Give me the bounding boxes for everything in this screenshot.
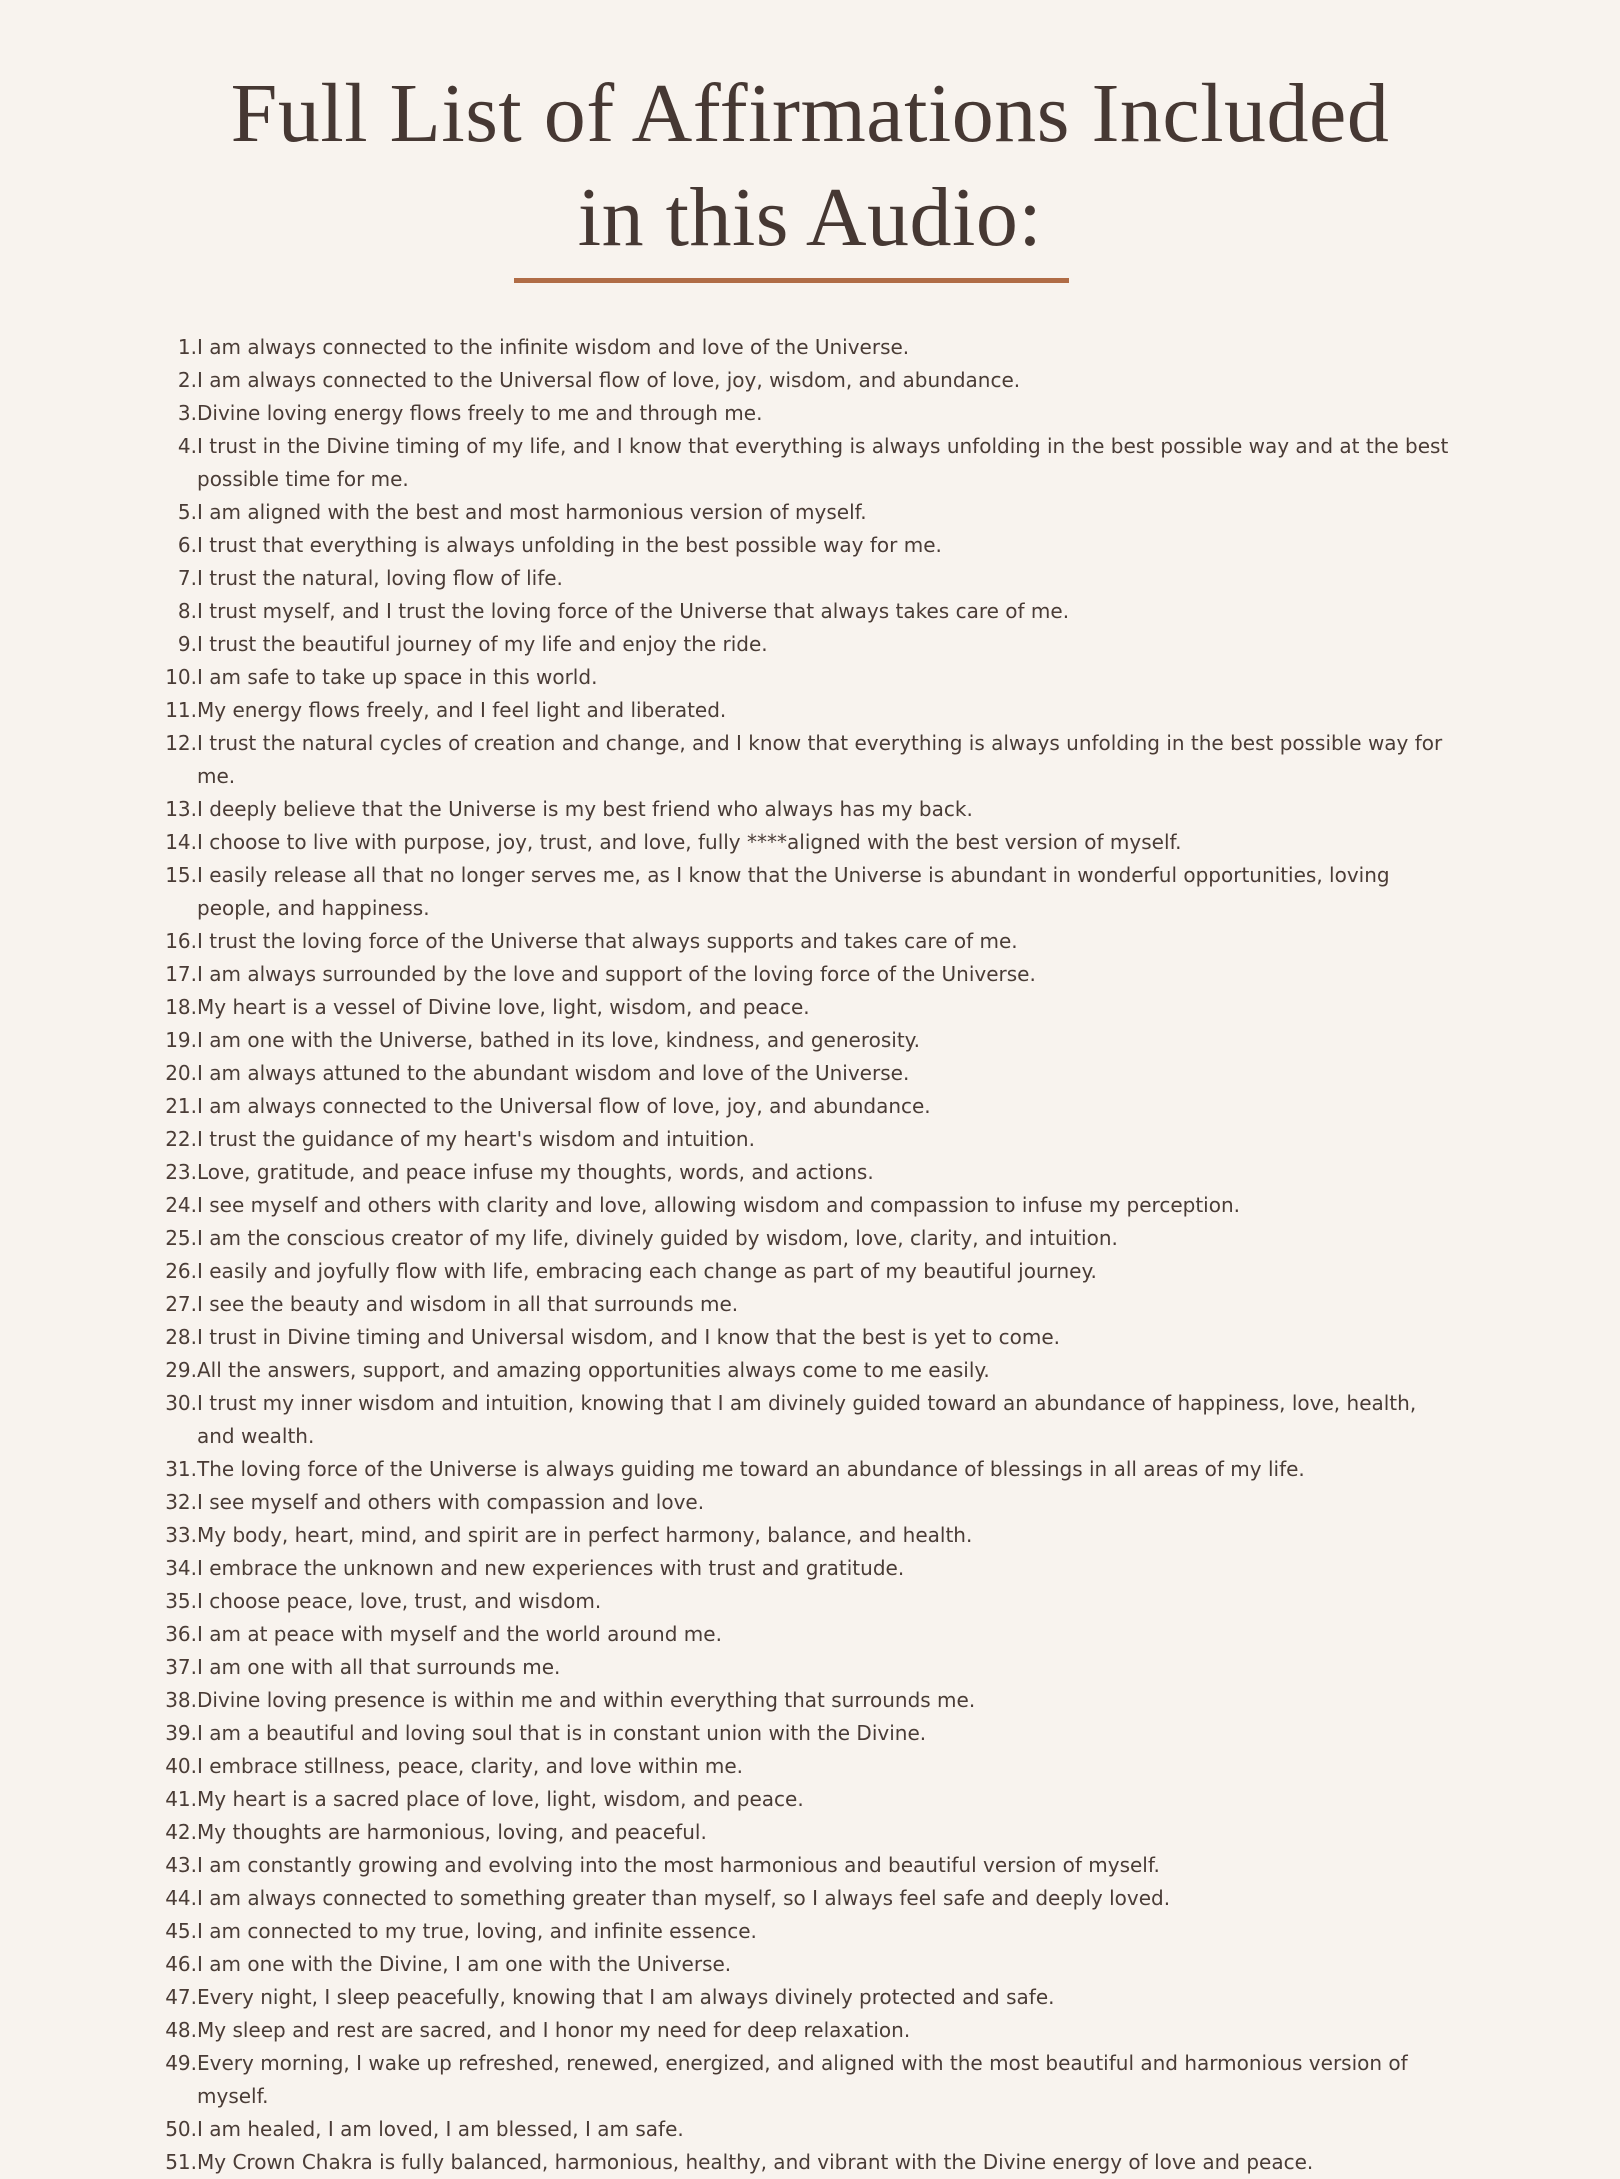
affirmation-number: 33. [165,1523,197,1547]
affirmation-number: 8. [177,599,197,623]
affirmation-item [150,1750,1460,1783]
affirmation-number: 47. [165,1985,197,2009]
affirmation-text: I embrace the unknown and new experiences with trust and gratitude. [197,1556,905,1580]
affirmation-text: My body, heart, mind, and spirit are in perfect harmony, balance, and health. [197,1523,973,1547]
affirmation-item [150,364,1460,397]
affirmation-number: 46. [165,1952,197,1976]
affirmation-number: 27. [165,1292,197,1316]
affirmation-number: 15. [165,863,197,887]
affirmation-text: I am one with all that surrounds me. [197,1655,561,1679]
affirmation-number: 35. [165,1589,197,1613]
affirmation-text: I trust in the Divine timing of my life, and I know that everything is always unfolding in the best possible way and at the best possible time for me. [197,434,1449,491]
affirmation-item [150,694,1460,727]
affirmation-number: 22. [165,1127,197,1151]
affirmation-text: I am constantly growing and evolving into the most harmonious and beautiful version of myself. [197,1853,1160,1877]
affirmation-item [150,826,1460,859]
affirmation-item [150,496,1460,529]
affirmation-text: I am always connected to the Universal flow of love, joy, wisdom, and abundance. [197,368,1021,392]
affirmation-number: 20. [165,1061,197,1085]
affirmation-number: 31. [165,1457,197,1481]
affirmation-number: 49. [165,2051,197,2075]
affirmation-item [150,1255,1460,1288]
affirmation-number: 41. [165,1787,197,1811]
affirmation-text: I am always connected to the infinite wisdom and love of the Universe. [197,335,910,359]
affirmation-item [150,793,1460,826]
affirmation-number: 36. [165,1622,197,1646]
affirmation-item [150,1453,1460,1486]
affirmation-item [150,661,1460,694]
affirmation-text: Divine loving energy flows freely to me and through me. [197,401,763,425]
affirmation-text: I trust the loving force of the Universe that always supports and takes care of me. [197,929,1018,953]
affirmation-number: 40. [165,1754,197,1778]
affirmation-item [150,1981,1460,2014]
affirmation-text: I am one with the Divine, I am one with the Universe. [197,1952,732,1976]
affirmation-text: I choose to live with purpose, joy, trust, and love, fully ****aligned with the best version of myself. [197,830,1182,854]
affirmation-text: All the answers, support, and amazing opportunities always come to me easily. [197,1358,990,1382]
affirmation-text: I trust my inner wisdom and intuition, knowing that I am divinely guided toward an abundance of happiness, love, health, and wealth. [197,1391,1417,1448]
affirmation-number: 9. [177,632,197,656]
affirmation-text: Every morning, I wake up refreshed, renewed, energized, and aligned with the most beautiful and harmonious version of myself. [197,2051,1408,2108]
page-title-line-2: in this Audio: [577,171,1043,264]
affirmation-number: 1. [177,335,197,359]
affirmation-item [150,2146,1460,2179]
affirmation-number: 18. [165,995,197,1019]
affirmation-text: I easily release all that no longer serves me, as I know that the Universe is abundant in wonderful opportunities, loving people, and happiness. [197,863,1390,920]
affirmation-item [150,1849,1460,1882]
affirmation-number: 23. [165,1160,197,1184]
affirmation-text: My thoughts are harmonious, loving, and peaceful. [197,1820,707,1844]
affirmation-item [150,1618,1460,1651]
affirmation-text: I trust the natural, loving flow of life. [197,566,563,590]
affirmation-number: 50. [165,2117,197,2141]
affirmation-number: 16. [165,929,197,953]
affirmation-text: I am always connected to something greater than myself, so I always feel safe and deeply loved. [197,1886,1171,1910]
affirmation-item [150,925,1460,958]
affirmation-item [150,1090,1460,1123]
affirmation-number: 12. [165,731,197,755]
affirmation-item [150,1387,1460,1453]
affirmation-number: 5. [177,500,197,524]
affirmation-item [150,430,1460,496]
affirmation-number: 24. [165,1193,197,1217]
affirmation-item [150,1552,1460,1585]
affirmation-text: I trust the natural cycles of creation and change, and I know that everything is always unfolding in the best possible way for me. [197,731,1443,788]
affirmation-text: I am always connected to the Universal flow of love, joy, and abundance. [197,1094,931,1118]
affirmation-item [150,1354,1460,1387]
affirmation-text: I am one with the Universe, bathed in its love, kindness, and generosity. [197,1028,920,1052]
affirmation-item [150,595,1460,628]
affirmation-list [150,331,1460,2179]
affirmation-item [150,1321,1460,1354]
affirmation-item [150,628,1460,661]
affirmation-number: 6. [177,533,197,557]
affirmation-text: My energy flows freely, and I feel light and liberated. [197,698,727,722]
affirmation-number: 30. [165,1391,197,1415]
affirmation-item [150,859,1460,925]
affirmation-number: 39. [165,1721,197,1745]
affirmation-text: I see the beauty and wisdom in all that surrounds me. [197,1292,739,1316]
affirmation-item [150,1651,1460,1684]
affirmation-text: I trust the beautiful journey of my life and enjoy the ride. [197,632,768,656]
affirmation-item [150,1948,1460,1981]
affirmation-item [150,1156,1460,1189]
affirmation-text: My heart is a sacred place of love, light, wisdom, and peace. [197,1787,804,1811]
affirmation-item [150,1123,1460,1156]
affirmation-text: I am safe to take up space in this world. [197,665,598,689]
affirmation-text: My heart is a vessel of Divine love, light, wisdom, and peace. [197,995,810,1019]
affirmation-number: 13. [165,797,197,821]
affirmation-item [150,1684,1460,1717]
affirmation-number: 45. [165,1919,197,1943]
affirmation-text: My Crown Chakra is fully balanced, harmonious, healthy, and vibrant with the Divine energy of love and peace. [197,2150,1314,2174]
affirmation-number: 2. [177,368,197,392]
affirmation-text: I trust the guidance of my heart's wisdom and intuition. [197,1127,755,1151]
affirmation-number: 43. [165,1853,197,1877]
affirmation-text: Love, gratitude, and peace infuse my thoughts, words, and actions. [197,1160,874,1184]
affirmation-text: I am healed, I am loved, I am blessed, I am safe. [197,2117,684,2141]
affirmation-text: I easily and joyfully flow with life, embracing each change as part of my beautiful journey. [197,1259,1097,1283]
affirmation-number: 11. [165,698,197,722]
title-underline [514,278,1069,283]
affirmation-number: 14. [165,830,197,854]
affirmation-item [150,1024,1460,1057]
affirmation-text: I am always attuned to the abundant wisdom and love of the Universe. [197,1061,910,1085]
affirmation-text: I am aligned with the best and most harmonious version of myself. [197,500,867,524]
affirmation-number: 34. [165,1556,197,1580]
affirmation-number: 38. [165,1688,197,1712]
affirmation-number: 26. [165,1259,197,1283]
affirmation-item [150,1915,1460,1948]
affirmation-item [150,529,1460,562]
affirmation-item [150,397,1460,430]
affirmation-item [150,2047,1460,2113]
affirmation-text: I am connected to my true, loving, and infinite essence. [197,1919,757,1943]
affirmation-item [150,562,1460,595]
affirmation-item [150,1057,1460,1090]
page-title-line-1: Full List of Affirmations Included [230,67,1390,160]
affirmation-item [150,727,1460,793]
affirmation-text: I deeply believe that the Universe is my best friend who always has my back. [197,797,973,821]
affirmation-text: Divine loving presence is within me and within everything that surrounds me. [197,1688,976,1712]
affirmation-text: My sleep and rest are sacred, and I honor my need for deep relaxation. [197,2018,911,2042]
affirmation-number: 17. [165,962,197,986]
affirmation-item [150,1288,1460,1321]
affirmation-text: I embrace stillness, peace, clarity, and love within me. [197,1754,744,1778]
affirmation-number: 29. [165,1358,197,1382]
affirmation-item [150,1486,1460,1519]
affirmation-number: 10. [165,665,197,689]
affirmation-item [150,1783,1460,1816]
affirmation-item [150,1717,1460,1750]
affirmation-number: 4. [177,434,197,458]
affirmation-item [150,1585,1460,1618]
affirmation-item [150,1222,1460,1255]
affirmation-text: I see myself and others with compassion and love. [197,1490,705,1514]
affirmation-text: I trust that everything is always unfolding in the best possible way for me. [197,533,942,557]
affirmation-number: 51. [165,2150,197,2174]
affirmation-item [150,1519,1460,1552]
page-title [0,62,1620,270]
affirmation-text: I choose peace, love, trust, and wisdom. [197,1589,602,1613]
affirmation-item [150,2113,1460,2146]
affirmation-item [150,1189,1460,1222]
affirmation-text: Every night, I sleep peacefully, knowing that I am always divinely protected and safe. [197,1985,1055,2009]
affirmation-text: I trust myself, and I trust the loving force of the Universe that always takes care of me. [197,599,1070,623]
affirmation-text: I am the conscious creator of my life, divinely guided by wisdom, love, clarity, and intuition. [197,1226,1118,1250]
affirmation-number: 28. [165,1325,197,1349]
affirmation-number: 48. [165,2018,197,2042]
affirmation-item [150,331,1460,364]
affirmation-number: 19. [165,1028,197,1052]
affirmation-item [150,991,1460,1024]
affirmation-text: I am always surrounded by the love and support of the loving force of the Universe. [197,962,1036,986]
affirmation-text: I am a beautiful and loving soul that is in constant union with the Divine. [197,1721,927,1745]
affirmation-item [150,1816,1460,1849]
affirmation-text: The loving force of the Universe is always guiding me toward an abundance of blessings in all areas of my life. [197,1457,1305,1481]
affirmation-text: I am at peace with myself and the world around me. [197,1622,722,1646]
affirmation-item [150,958,1460,991]
affirmation-number: 32. [165,1490,197,1514]
affirmation-number: 3. [177,401,197,425]
affirmation-number: 42. [165,1820,197,1844]
affirmation-number: 7. [177,566,197,590]
affirmation-number: 44. [165,1886,197,1910]
affirmation-number: 21. [165,1094,197,1118]
affirmation-text: I trust in Divine timing and Universal wisdom, and I know that the best is yet to come. [197,1325,1061,1349]
affirmation-text: I see myself and others with clarity and love, allowing wisdom and compassion to infuse my perception. [197,1193,1240,1217]
affirmation-number: 37. [165,1655,197,1679]
affirmation-item [150,1882,1460,1915]
affirmation-number: 25. [165,1226,197,1250]
affirmation-item [150,2014,1460,2047]
